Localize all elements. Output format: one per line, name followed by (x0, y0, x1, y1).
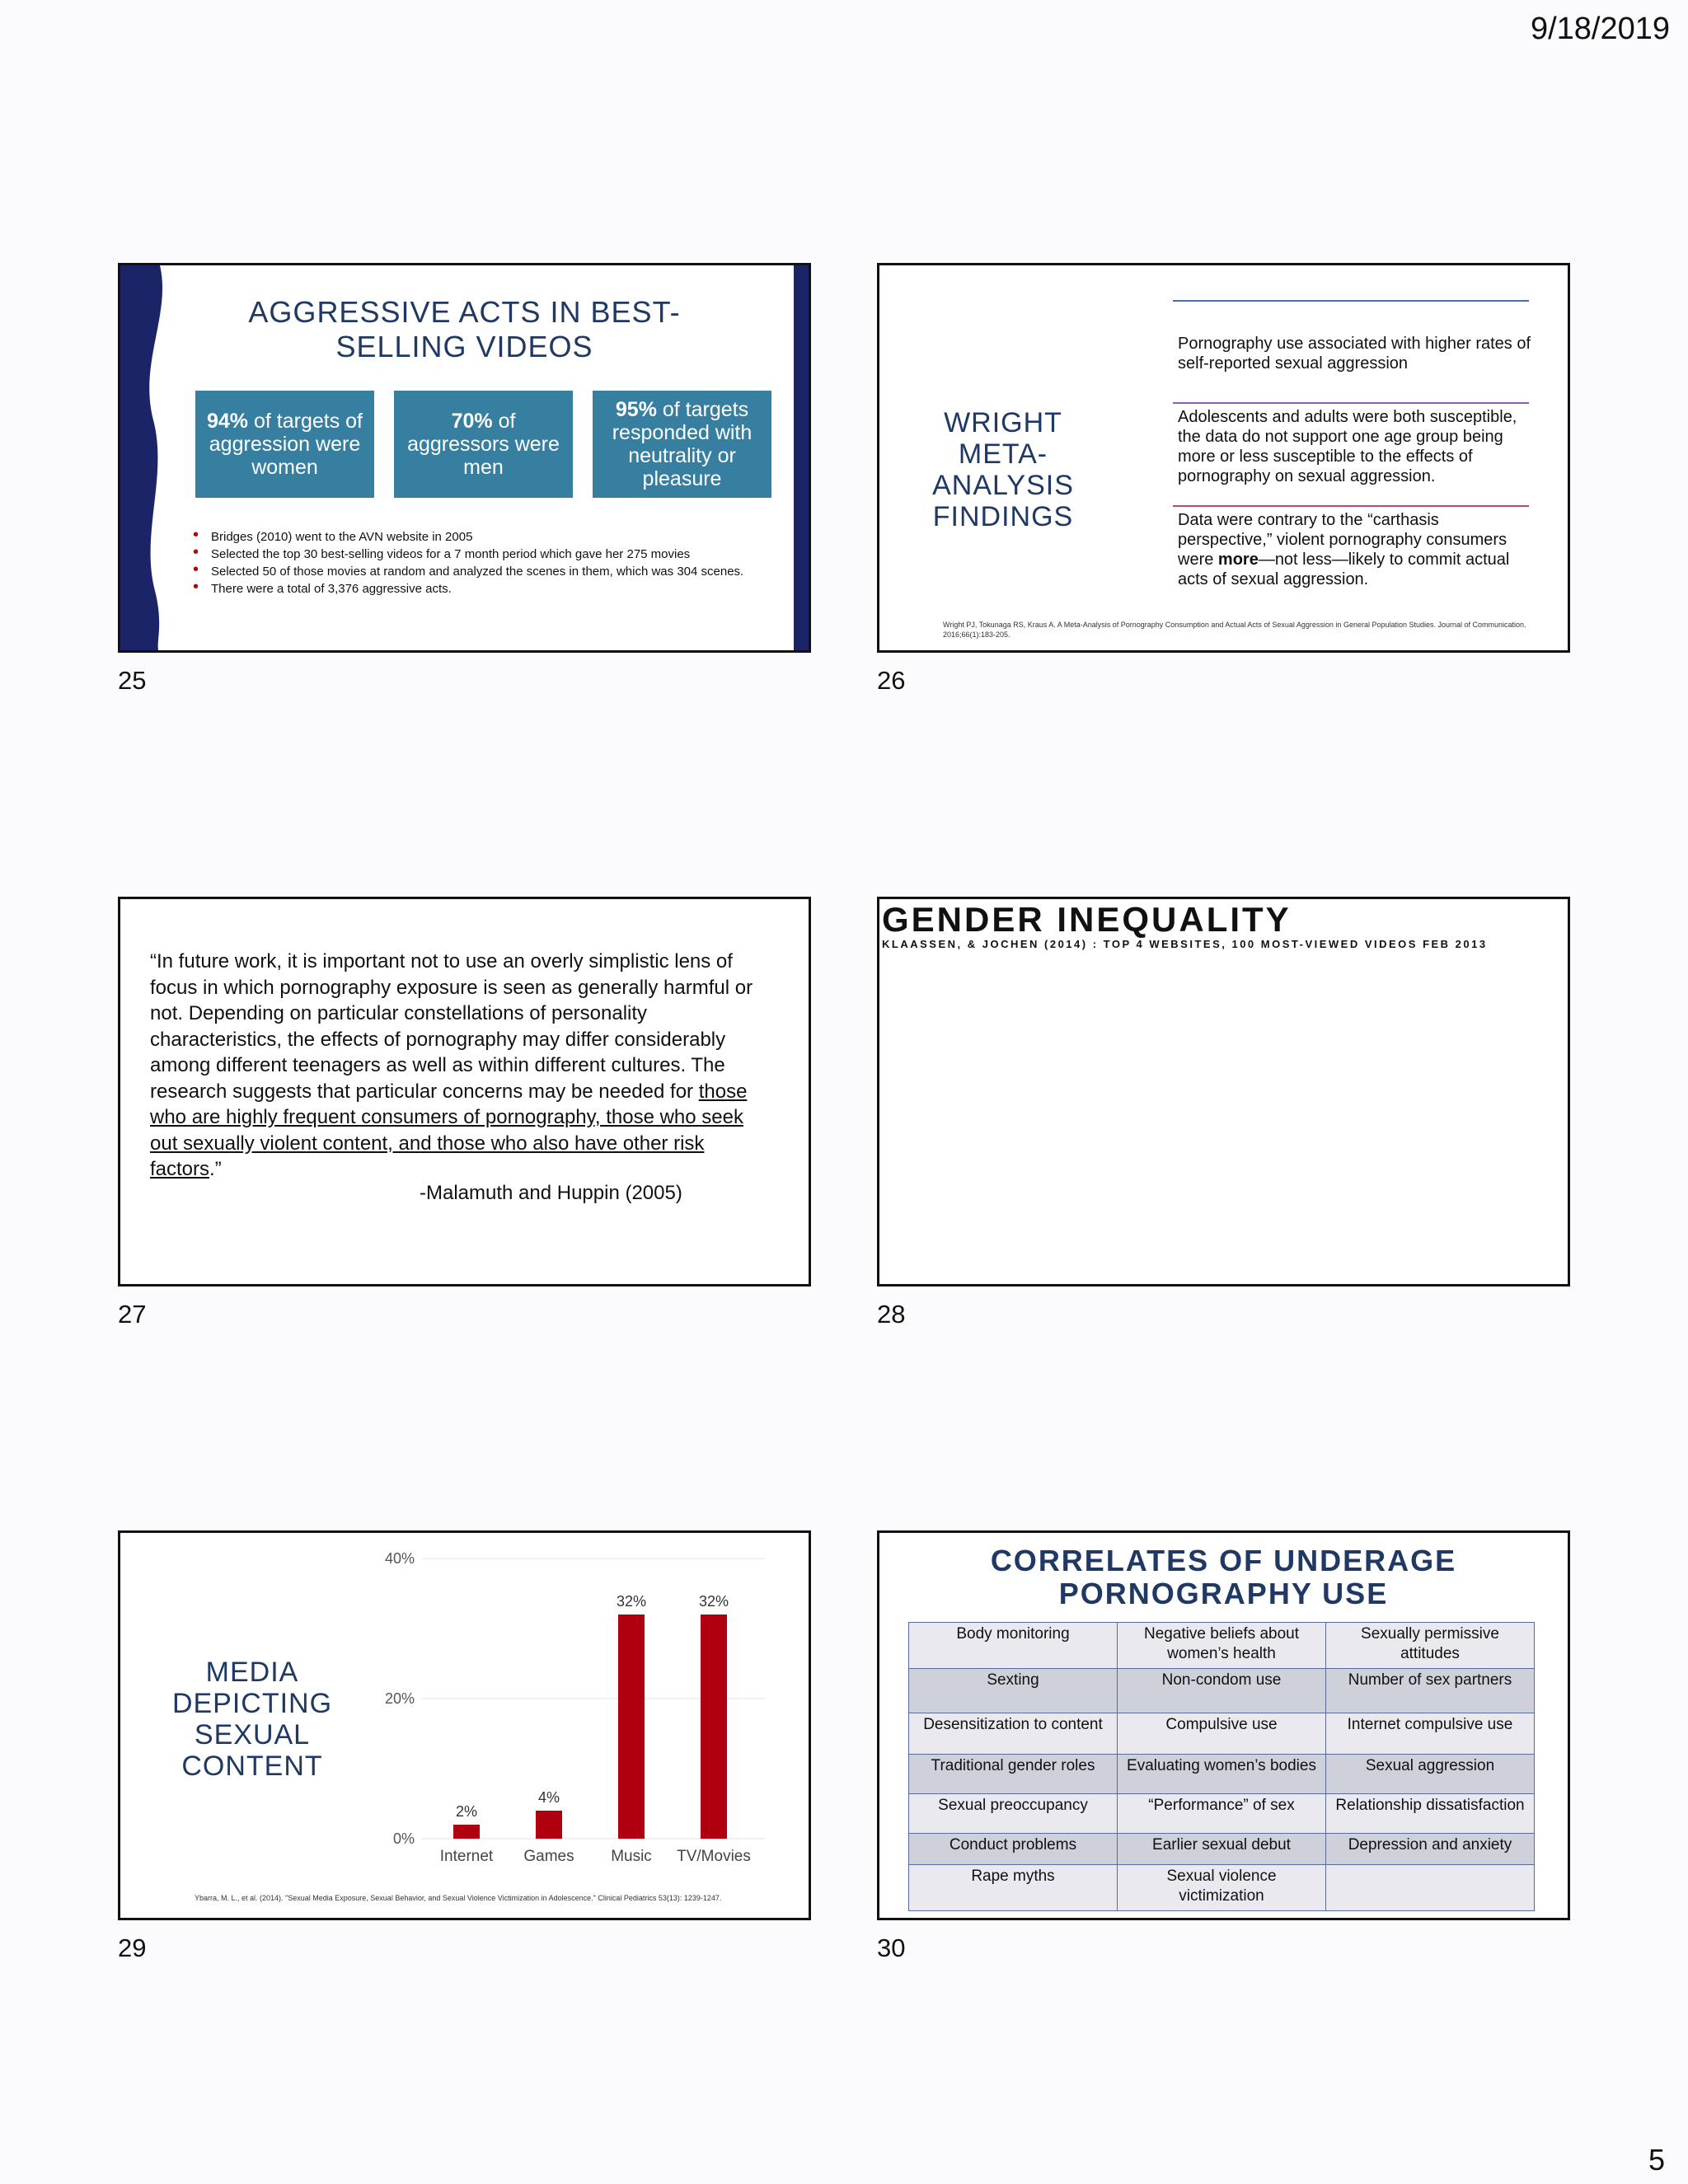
bullet-list (193, 528, 762, 598)
x-category-label: Games (523, 1848, 574, 1865)
divider-line (1173, 505, 1529, 507)
slide-number-26: 26 (877, 666, 906, 695)
slide-title: AGGRESSIVE ACTS IN BEST- SELLING VIDEOS (248, 295, 681, 363)
x-category-label: Internet (439, 1848, 494, 1865)
table-cell: Conduct problems (909, 1834, 1118, 1865)
table-cell: Rape myths (909, 1865, 1118, 1911)
slide-title: WRIGHT META-ANALYSIS FINDINGS (932, 407, 1074, 532)
data-label: 4% (537, 1789, 560, 1806)
slide-number-25: 25 (118, 666, 147, 695)
gender-bar-chart (879, 899, 1568, 1284)
slide-25 (118, 263, 811, 653)
table-cell: Depression and anxiety (1326, 1834, 1535, 1865)
stat-box-neutral-response: 95% of targets responded with neutrality or pleasure (593, 391, 771, 498)
finding-2: Adolescents and adults were both susceptible, the data do not support one age group being more or less susceptible to the effects of pornography on sexual aggression. (1178, 408, 1517, 485)
slide-number-27: 27 (118, 1300, 147, 1329)
stat-box-women-targets: 94% of targets of aggression were women (195, 391, 374, 498)
x-category-label: TV/Movies (677, 1848, 751, 1865)
bar (453, 1825, 480, 1839)
table-row (909, 1669, 1535, 1713)
data-label: 32% (616, 1593, 647, 1610)
slide-subtitle: KLAASSEN, & JOCHEN (2014) : TOP 4 WEBSITES, 100 MOST-VIEWED VIDEOS FEB 2013 (882, 938, 1488, 950)
x-category-label: Music (611, 1848, 652, 1865)
stat-box-men-aggressors: 70% of aggressors were men (394, 391, 573, 498)
citation: Wright PJ, Tokunaga RS, Kraus A. A Meta-Analysis of Pornography Consumption and Actual Acts of Sexual Aggression in General Population Studies. Journal of Communication. 2016;66(1):183-205. (943, 621, 1526, 639)
y-tick-label: 40% (384, 1550, 415, 1567)
table-cell: Sexual preoccupancy (909, 1794, 1118, 1834)
data-label: 2% (455, 1803, 478, 1820)
table-cell: Sexting (909, 1669, 1118, 1713)
slide-title: GENDER INEQUALITY (882, 900, 1292, 939)
quote-attribution: -Malamuth and Huppin (2005) (420, 1182, 682, 1204)
table-cell (1326, 1865, 1535, 1911)
table-cell: Evaluating women’s bodies (1118, 1755, 1326, 1794)
bullet-item: • Bridges (2010) went to the AVN website in 2005 (193, 528, 762, 546)
y-tick-label: 0% (392, 1830, 415, 1847)
slide-28 (877, 897, 1570, 1286)
quote: “In future work, it is important not to use an overly simplistic lens of focus in which pornography exposure is seen as generally harmful or not. Depending on particular constellations of personality characteristics, the effects of pornography may differ considerably among different teenagers as well as within different cultures. The research suggests that particular concerns may be needed for those who are highly frequent consumers of pornography, those who seek out sexually violent content, and those who also have other risk factors.” (150, 950, 753, 1180)
table-cell: “Performance” of sex (1118, 1794, 1326, 1834)
table-row (909, 1755, 1535, 1794)
bar (536, 1811, 562, 1839)
navy-side-bar (794, 265, 809, 650)
slide-number-29: 29 (118, 1933, 147, 1962)
table-cell: Earlier sexual debut (1118, 1834, 1326, 1865)
table-row (909, 1865, 1535, 1911)
bullet-item: • There were a total of 3,376 aggressive acts. (193, 580, 762, 598)
table-row (909, 1623, 1535, 1669)
slide-30 (877, 1530, 1570, 1920)
table-cell: Body monitoring (909, 1623, 1118, 1669)
table-cell: Sexually permissive attitudes (1326, 1623, 1535, 1669)
wave-decoration (120, 265, 178, 650)
slide-number-30: 30 (877, 1933, 906, 1962)
table-cell: Compulsive use (1118, 1713, 1326, 1755)
slide-26 (877, 263, 1570, 653)
table-cell: Traditional gender roles (909, 1755, 1118, 1794)
page-number: 5 (1648, 2143, 1665, 2177)
table-cell: Negative beliefs about women’s health (1118, 1623, 1326, 1669)
table-cell: Number of sex partners (1326, 1669, 1535, 1713)
finding-3: Data were contrary to the “carthasis perspective,” violent pornography consumers were more—not less—likely to commit actual acts of sexual aggression. (1178, 511, 1510, 588)
bullet-item: • Selected 50 of those movies at random and analyzed the scenes in them, which was 304 scenes. (193, 563, 762, 580)
y-tick-label: 20% (384, 1690, 415, 1707)
slide-number-28: 28 (877, 1300, 906, 1329)
correlates-table (908, 1622, 1535, 1911)
slide-title: CORRELATES OF UNDERAGE PORNOGRAPHY USE (990, 1544, 1457, 1610)
finding-1: Pornography use associated with higher rates of self-reported sexual aggression (1178, 335, 1531, 373)
table-row (909, 1834, 1535, 1865)
slide-29 (118, 1530, 811, 1920)
table-cell: Sexual aggression (1326, 1755, 1535, 1794)
table-cell: Relationship dissatisfaction (1326, 1794, 1535, 1834)
citation: Ybarra, M. L., et al. (2014). "Sexual Media Exposure, Sexual Behavior, and Sexual Violence Victimization in Adolescence." Clinical Pediatrics 53(13): 1239-1247. (195, 1894, 722, 1902)
slide-title: MEDIA DEPICTING SEXUAL CONTENT (171, 1657, 333, 1782)
bar (701, 1615, 727, 1839)
page-date: 9/18/2019 (1530, 12, 1670, 46)
table-cell: Internet compulsive use (1326, 1713, 1535, 1755)
table-cell: Non-condom use (1118, 1669, 1326, 1713)
divider-line (1173, 402, 1529, 404)
divider-line (1173, 300, 1529, 302)
bar (618, 1615, 645, 1839)
slide-27 (118, 897, 811, 1286)
table-cell: Sexual violence victimization (1118, 1865, 1326, 1911)
table-cell: Desensitization to content (909, 1713, 1118, 1755)
table-row (909, 1794, 1535, 1834)
media-bar-chart (120, 1533, 809, 1918)
bullet-item: • Selected the top 30 best-selling videos for a 7 month period which gave her 275 movies (193, 546, 762, 563)
table-row (909, 1713, 1535, 1755)
data-label: 32% (698, 1593, 729, 1610)
